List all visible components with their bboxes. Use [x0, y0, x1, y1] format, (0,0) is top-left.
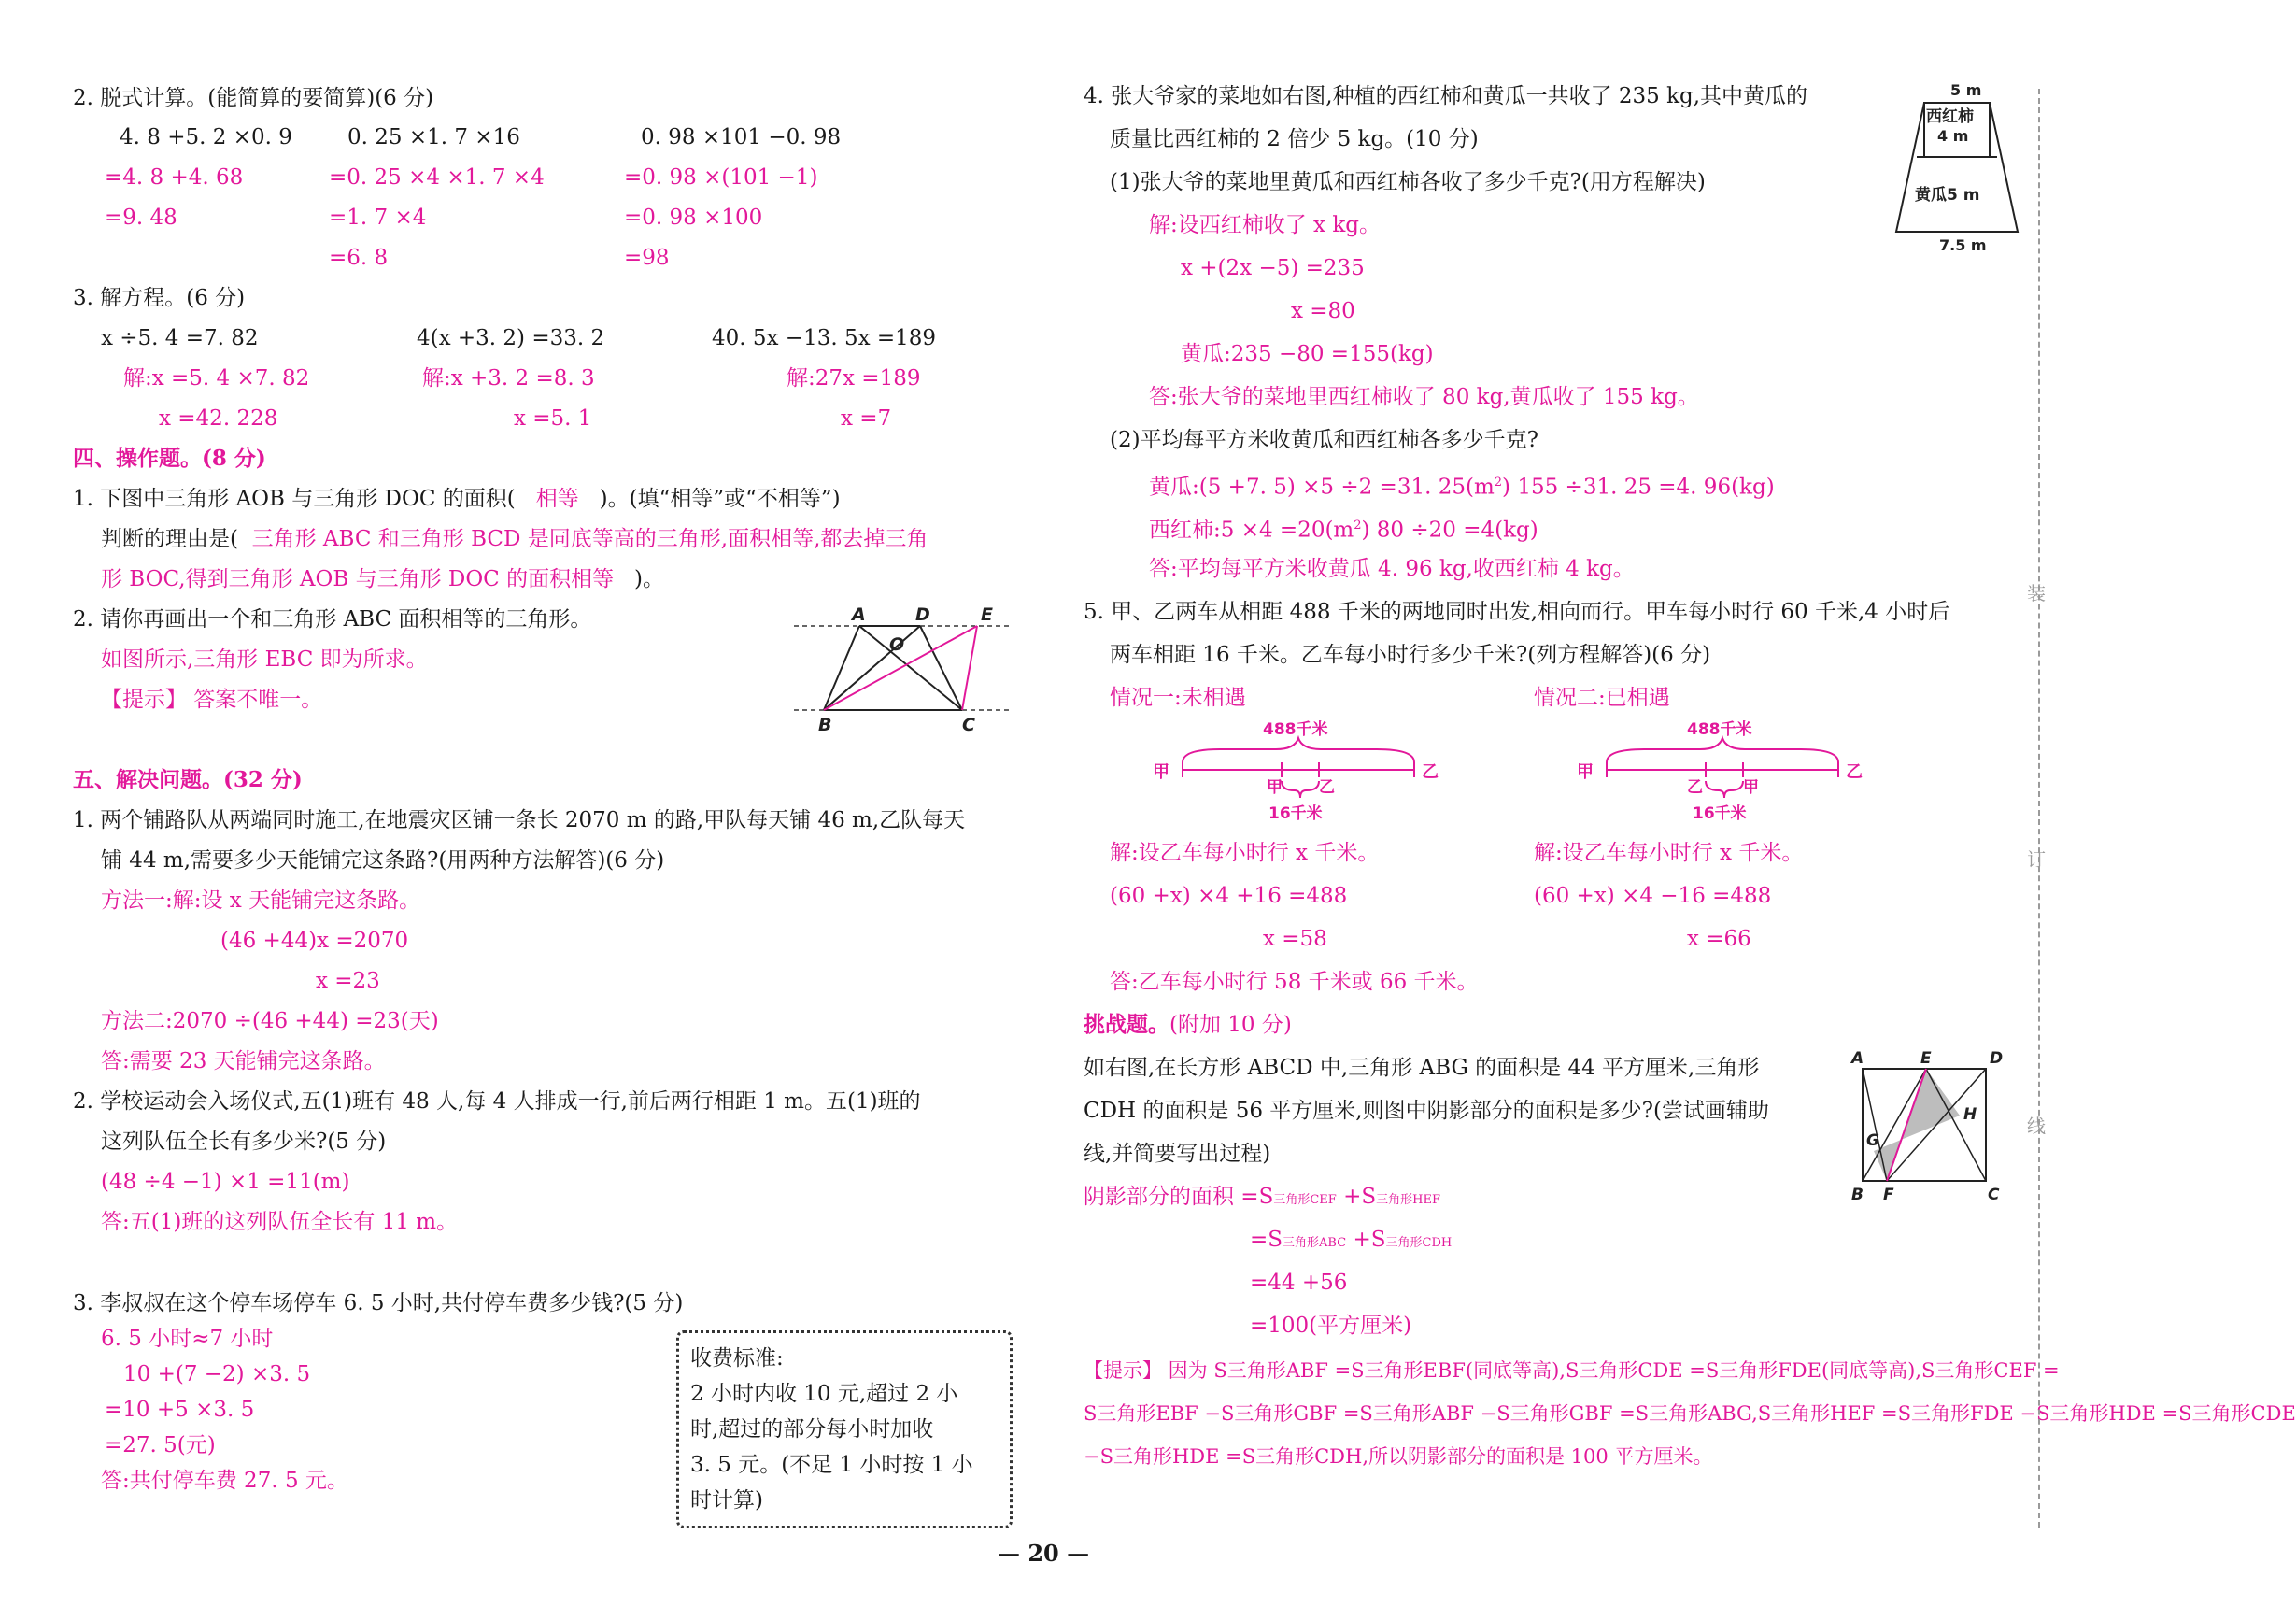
- q4-p1-a1: x +(2x −5) =235: [1181, 256, 1365, 280]
- q5-a1-0: 解:设乙车每小时行 x 千米。: [1110, 841, 1380, 865]
- challenge-hint-1: 【提示】 因为 S三角形ABF =S三角形EBF(同底等高),S三角形CDE =S三角形FDE(同底等高),S三角形CEF =: [1084, 1359, 2060, 1382]
- case2-right: 乙: [1846, 762, 1863, 782]
- s5-q1-a0: 方法一:解:设 x 天能铺完这条路。: [101, 888, 421, 913]
- q3-c3-0: 40. 5x −13. 5x =189: [712, 326, 937, 350]
- q3-c3-2: x =7: [841, 406, 892, 431]
- q5-a1-2: x =58: [1263, 927, 1327, 951]
- s5-q2-line2: 这列队伍全长有多少米?(5 分): [101, 1130, 387, 1154]
- s5-q1-line2: 铺 44 m,需要多少天能铺完这条路?(用两种方法解答)(6 分): [101, 848, 665, 873]
- case2-diagram: [1569, 721, 1878, 824]
- case1-total: 488千米: [1263, 720, 1328, 739]
- fig-label-a: A: [852, 604, 866, 625]
- q5-a1-1: (60 +x) ×4 +16 =488: [1110, 884, 1348, 908]
- s4-q1-text: 1. 下图中三角形 AOB 与三角形 DOC 的面积( 相等 )。(填“相等”或“不相等”): [73, 487, 841, 511]
- binding-label-1: 订: [2027, 848, 2046, 871]
- s4-q1-reason: 判断的理由是( 三角形 ABC 和三角形 BCD 是同底等高的三角形,面积相等,都去掉三角: [101, 527, 928, 551]
- s4-q2-answer: 如图所示,三角形 EBC 即为所求。: [101, 647, 428, 672]
- q4-p1-a3: 黄瓜:235 −80 =155(kg): [1181, 342, 1434, 366]
- rect-label-b: B: [1851, 1186, 1864, 1204]
- q3-c2-2: x =5. 1: [514, 406, 592, 431]
- q4-line2: 质量比西红柿的 2 倍少 5 kg。(10 分): [1110, 127, 1479, 151]
- q4-p1-a2: x =80: [1291, 299, 1355, 323]
- fee-line-1: 2 小时内收 10 元,超过 2 小: [690, 1382, 958, 1406]
- fig-label-e: E: [981, 604, 993, 625]
- challenge-hint-2: S三角形EBF −S三角形GBF =S三角形ABF −S三角形GBF =S三角形ABG,S三角形HEF =S三角形FDE −S三角形HDE =S三角形CDE: [1084, 1402, 2296, 1425]
- s5-title: 五、解决问题。(32 分): [73, 767, 303, 792]
- q2-c3-3: =98: [624, 246, 670, 270]
- fee-line-0: 收费标准:: [690, 1346, 784, 1371]
- q3-title: 3. 解方程。(6 分): [73, 286, 246, 310]
- fee-standard-box: [676, 1330, 1013, 1528]
- challenge-hint-3: −S三角形HDE =S三角形CDH,所以阴影部分的面积是 100 平方厘米。: [1084, 1445, 1713, 1468]
- field-figure: [1896, 82, 2027, 260]
- s5-q1-a3: 方法二:2070 ÷(46 +44) =23(天): [101, 1009, 439, 1033]
- q2-c2-0: 0. 25 ×1. 7 ×16: [347, 125, 520, 149]
- q5-case2: 情况二:已相遇: [1534, 686, 1670, 710]
- q4-p1: (1)张大爷的菜地里黄瓜和西红柿各收了多少千克?(用方程解决): [1110, 170, 1706, 194]
- q5-a2-0: 解:设乙车每小时行 x 千米。: [1534, 841, 1804, 865]
- q4-line1: 4. 张大爷家的菜地如右图,种植的西红柿和黄瓜一共收了 235 kg,其中黄瓜的: [1084, 84, 1808, 108]
- q5-line1: 5. 甲、乙两车从相距 488 千米的两地同时出发,相向而行。甲车每小时行 60 千米,4 小时后: [1084, 600, 1950, 624]
- challenge-a2: =S三角形ABC +S三角形CDH: [1250, 1228, 1453, 1252]
- rect-label-e: E: [1920, 1049, 1932, 1068]
- q5-a2-2: x =66: [1687, 927, 1751, 951]
- case2-gap: 16千米: [1693, 804, 1747, 823]
- fig-label-b: B: [818, 715, 832, 735]
- q4-p1-a4: 答:张大爷的菜地里西红柿收了 80 kg,黄瓜收了 155 kg。: [1149, 385, 1699, 409]
- s5-q1-a4: 答:需要 23 天能铺完这条路。: [101, 1049, 386, 1073]
- binding-label-0: 装: [2027, 582, 2046, 604]
- binding-line: [2038, 89, 2040, 1528]
- binding-label-2: 线: [2027, 1115, 2046, 1137]
- case1-diagram: [1145, 721, 1453, 824]
- s5-q2-a1: 答:五(1)班的这列队伍全长有 11 m。: [101, 1210, 459, 1234]
- q3-c2-0: 4(x +3. 2) =33. 2: [417, 326, 605, 350]
- q2-c2-3: =6. 8: [329, 246, 389, 270]
- s4-q1-reason-2: 形 BOC,得到三角形 AOB 与三角形 DOC 的面积相等 )。: [101, 567, 665, 591]
- s5-q3-a3: =27. 5(元): [105, 1433, 216, 1457]
- fig-label-c: C: [962, 715, 975, 735]
- s5-q1-a2: x =23: [316, 969, 380, 993]
- q2-c2-1: =0. 25 ×4 ×1. 7 ×4: [329, 165, 545, 190]
- case2-mid-left: 乙: [1687, 778, 1703, 797]
- s5-q3-a1: 10 +(7 −2) ×3. 5: [123, 1362, 311, 1386]
- rect-label-h: H: [1963, 1105, 1977, 1124]
- s5-q3-a4: 答:共付停车费 27. 5 元。: [101, 1469, 348, 1493]
- fig-cucumber: 黄瓜5 m: [1915, 186, 1980, 205]
- challenge-a4: =100(平方厘米): [1250, 1314, 1412, 1338]
- q5-case1: 情况一:未相遇: [1110, 686, 1246, 710]
- fee-line-2: 时,超过的部分每小时加收: [690, 1417, 934, 1442]
- case1-right: 乙: [1422, 762, 1439, 782]
- q2-c1-1: =4. 8 +4. 68: [105, 165, 244, 190]
- q3-c1-0: x ÷5. 4 =7. 82: [101, 326, 259, 350]
- q2-c3-2: =0. 98 ×100: [624, 206, 763, 230]
- fig-4m: 4 m: [1937, 127, 1969, 145]
- q2-c3-0: 0. 98 ×101 −0. 98: [641, 125, 842, 149]
- fig-label-d: D: [915, 604, 930, 625]
- case2-total: 488千米: [1687, 720, 1752, 739]
- case2-mid-right: 甲: [1743, 778, 1759, 797]
- s5-q2-line1: 2. 学校运动会入场仪式,五(1)班有 48 人,每 4 人排成一行,前后两行相距 1 m。五(1)班的: [73, 1089, 921, 1114]
- s4-q1-answer: 相等: [535, 487, 579, 511]
- challenge-title: 挑战题。(附加 10 分): [1084, 1012, 1292, 1037]
- challenge-line2: CDH 的面积是 56 平方厘米,则图中阴影部分的面积是多少?(尝试画辅助: [1084, 1099, 1769, 1123]
- q2-c3-1: =0. 98 ×(101 −1): [624, 165, 818, 190]
- fee-line-4: 时计算): [690, 1488, 763, 1513]
- case1-gap: 16千米: [1268, 804, 1323, 823]
- s5-q3-a0: 6. 5 小时≈7 小时: [101, 1327, 274, 1351]
- case1-mid-right: 乙: [1319, 778, 1335, 797]
- page-number: — 20 —: [998, 1540, 1090, 1567]
- q2-c1-0: 4. 8 +5. 2 ×0. 9: [120, 125, 292, 149]
- s5-q3-a2: =10 +5 ×3. 5: [105, 1398, 255, 1422]
- case1-mid-left: 甲: [1267, 778, 1283, 797]
- s4-q2-hint: 【提示】 答案不唯一。: [101, 688, 323, 712]
- rectangle-figure: [1850, 1048, 2008, 1207]
- s5-q1-a1: (46 +44)x =2070: [220, 929, 409, 953]
- rect-label-a: A: [1851, 1049, 1864, 1068]
- q5-line2: 两车相距 16 千米。乙车每小时行多少千米?(列方程解答)(6 分): [1110, 643, 1711, 667]
- fig-label-o: O: [889, 634, 905, 655]
- q2-c2-2: =1. 7 ×4: [329, 206, 427, 230]
- rect-label-g: G: [1866, 1131, 1879, 1150]
- rect-label-d: D: [1990, 1049, 2004, 1068]
- q3-c3-1: 解:27x =189: [787, 366, 921, 391]
- q5-a2-1: (60 +x) ×4 −16 =488: [1534, 884, 1772, 908]
- challenge-a1: 阴影部分的面积 =S三角形CEF +S三角形HEF: [1084, 1185, 1441, 1209]
- q4-p2-a1: 黄瓜:(5 +7. 5) ×5 ÷2 =31. $25(m^2)$ 155 ÷31. 25 =4. 96(kg): [1149, 475, 1775, 500]
- q2-title: 2. 脱式计算。(能简算的要简算)(6 分): [73, 86, 434, 110]
- q3-c2-1: 解:x +3. 2 =8. 3: [422, 366, 595, 391]
- s5-q2-a0: (48 ÷4 −1) ×1 =11(m): [101, 1170, 350, 1194]
- fig-tomato: 西红柿: [1926, 107, 1974, 126]
- triangle-figure: [794, 605, 1009, 736]
- case1-left: 甲: [1153, 762, 1169, 782]
- s4-title: 四、操作题。(8 分): [73, 446, 266, 471]
- case2-left: 甲: [1577, 762, 1594, 782]
- rect-label-f: F: [1883, 1186, 1894, 1204]
- s5-q3: 3. 李叔叔在这个停车场停车 6. 5 小时,共付停车费多少钱?(5 分): [73, 1291, 684, 1315]
- q3-c1-2: x =42. 228: [159, 406, 278, 431]
- q3-c1-1: 解:x =5. 4 ×7. 82: [123, 366, 310, 391]
- q4-p1-a0: 解:设西红柿收了 x kg。: [1149, 213, 1382, 237]
- rect-label-c: C: [1988, 1186, 2000, 1204]
- q2-c1-2: =9. 48: [105, 206, 177, 230]
- q4-p2-a3: 答:平均每平方米收黄瓜 4. 96 kg,收西红柿 4 kg。: [1149, 557, 1635, 581]
- fig-5m-top: 5 m: [1950, 81, 1982, 99]
- challenge-line3: 线,并简要写出过程): [1084, 1142, 1271, 1166]
- fee-line-3: 3. 5 元。(不足 1 小时按 1 小: [690, 1453, 973, 1477]
- q4-p2-a2: 西红柿:5 $\times 4 =20(m^2)$ 80 ÷20 =4(kg): [1149, 518, 1538, 543]
- challenge-a3: =44 +56: [1250, 1271, 1348, 1295]
- s5-q1-line1: 1. 两个铺路队从两端同时施工,在地震灾区铺一条长 2070 m 的路,甲队每天铺 46 m,乙队每天: [73, 808, 966, 832]
- q5-answer: 答:乙车每小时行 58 千米或 66 千米。: [1110, 970, 1479, 994]
- s4-q2: 2. 请你再画出一个和三角形 ABC 面积相等的三角形。: [73, 607, 592, 632]
- fig-7-5m: 7.5 m: [1939, 236, 1987, 254]
- q4-p2: (2)平均每平方米收黄瓜和西红柿各多少千克?: [1110, 428, 1538, 452]
- challenge-line1: 如右图,在长方形 ABCD 中,三角形 ABG 的面积是 44 平方厘米,三角形: [1084, 1056, 1760, 1080]
